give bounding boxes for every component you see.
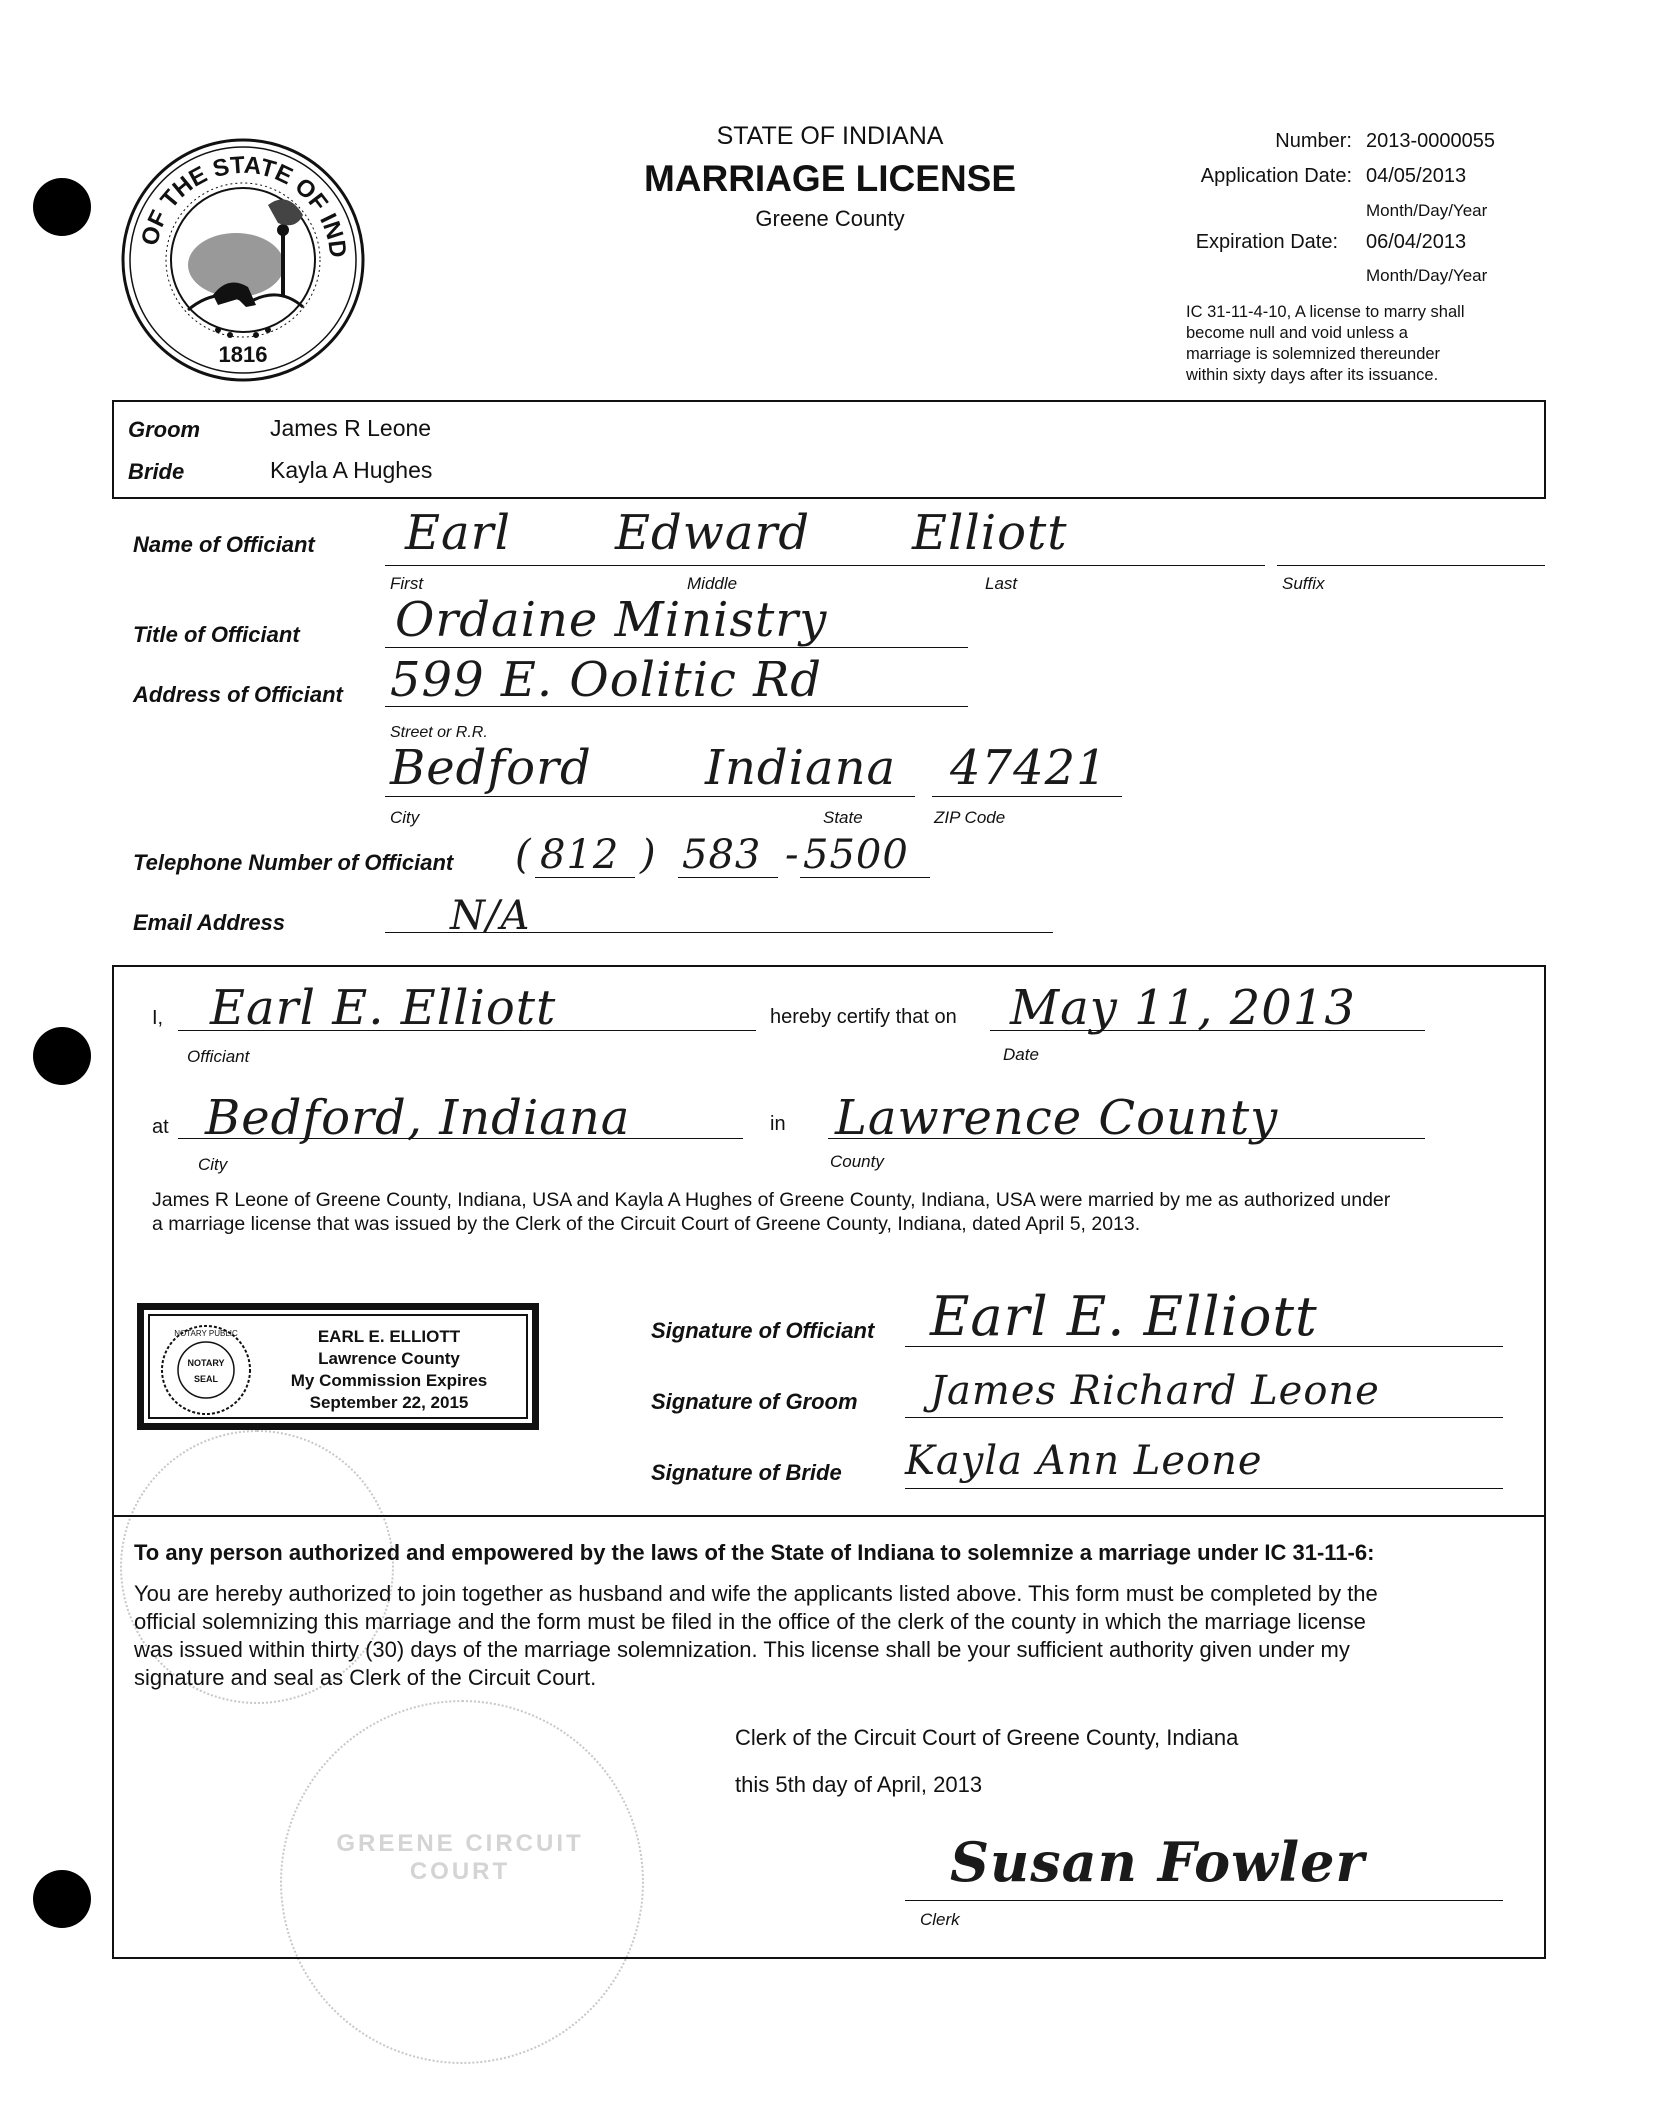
first-caption: First bbox=[390, 574, 424, 593]
authorization-heading: To any person authorized and empowered by the laws of the State of Indiana to solemnize a marriage under IC 31-11-6: bbox=[134, 1540, 1375, 1565]
certify-county: Lawrence County bbox=[835, 1090, 1279, 1146]
svg-text:1816: 1816 bbox=[218, 342, 268, 367]
certify-at-label: at bbox=[152, 1116, 169, 1138]
phone-open-paren: ( bbox=[515, 832, 532, 878]
notary-expiry-date: September 22, 2015 bbox=[309, 1393, 469, 1412]
issue-day: this 5th day of April, 2013 bbox=[735, 1772, 983, 1797]
certify-date: May 11, 2013 bbox=[1010, 980, 1356, 1036]
certify-i-label: I, bbox=[152, 1007, 164, 1029]
officiant-zip: 47421 bbox=[950, 740, 1108, 796]
application-date-format: Month/Day/Year bbox=[1366, 201, 1488, 220]
authorization-line: signature and seal as Clerk of the Circuit Court. bbox=[134, 1665, 597, 1690]
certify-county-caption: County bbox=[830, 1152, 884, 1171]
authorization-text bbox=[134, 1580, 1378, 1692]
statement-line: James R Leone of Greene County, Indiana, USA and Kayla A Hughes of Greene County, Indiana, USA were married by me as authorized under bbox=[152, 1189, 1391, 1211]
svg-text:NOTARY: NOTARY bbox=[187, 1358, 225, 1368]
authorization-line: You are hereby authorized to join together as husband and wife the applicants listed above. This form must be completed by the bbox=[134, 1581, 1378, 1606]
phone-area-code: 812 bbox=[540, 832, 620, 878]
groom-signature-line bbox=[905, 1417, 1503, 1418]
notary-name: EARL E. ELLIOTT bbox=[317, 1327, 461, 1346]
last-caption: Last bbox=[985, 574, 1018, 593]
groom-signature: James Richard Leone bbox=[930, 1368, 1380, 1414]
authorization-line: was issued within thirty (30) days of the marriage solemnization. This license shall be your sufficient authority given under my bbox=[134, 1637, 1350, 1662]
bride-signature-line bbox=[905, 1488, 1503, 1489]
officiant-title: Ordaine Ministry bbox=[395, 592, 828, 648]
phone-close-paren: ) bbox=[640, 832, 657, 878]
officiant-middle-name: Edward bbox=[615, 505, 811, 561]
expiration-date-format: Month/Day/Year bbox=[1366, 266, 1488, 285]
middle-caption: Middle bbox=[687, 574, 738, 593]
city-caption: City bbox=[390, 808, 420, 827]
punch-hole-middle bbox=[33, 1027, 91, 1085]
officiant-signature-line bbox=[905, 1346, 1503, 1347]
notary-commission: My Commission Expires bbox=[290, 1371, 488, 1390]
clerk-office: Clerk of the Circuit Court of Greene County, Indiana bbox=[735, 1725, 1239, 1750]
certify-city: Bedford, Indiana bbox=[205, 1090, 631, 1146]
certify-date-line bbox=[990, 1030, 1425, 1031]
officiant-phone-label: Telephone Number of Officiant bbox=[133, 850, 454, 875]
certify-city-caption: City bbox=[198, 1155, 228, 1174]
email-line bbox=[385, 932, 1053, 933]
notary-stamp bbox=[137, 1303, 539, 1430]
email-value: N/A bbox=[450, 893, 531, 939]
suffix-caption: Suffix bbox=[1282, 574, 1325, 593]
suffix-line bbox=[1277, 565, 1545, 566]
officiant-street: 599 E. Oolitic Rd bbox=[390, 652, 823, 708]
groom-name: James R Leone bbox=[270, 415, 432, 441]
page-title: MARRIAGE LICENSE bbox=[643, 158, 1017, 199]
expiration-date: 06/04/2013 bbox=[1366, 231, 1467, 253]
application-date: 04/05/2013 bbox=[1366, 165, 1467, 187]
officiant-city-line bbox=[385, 796, 915, 797]
statute-line: marriage is solemnized thereunder bbox=[1186, 345, 1441, 363]
phone-area-line bbox=[535, 877, 635, 878]
notary-seal-icon bbox=[158, 1322, 254, 1418]
bride-name: Kayla A Hughes bbox=[270, 457, 433, 483]
groom-label: Groom bbox=[128, 417, 201, 442]
certification-box bbox=[112, 965, 1546, 1517]
officiant-name-line bbox=[385, 565, 1265, 566]
officiant-signature: Earl E. Elliott bbox=[930, 1285, 1318, 1348]
certify-officiant-name: Earl E. Elliott bbox=[210, 980, 557, 1036]
authorization-line: official solemnizing this marriage and the form must be filed in the office of the clerk of the county in which the marriage license bbox=[134, 1609, 1366, 1634]
certify-city-line bbox=[178, 1138, 743, 1139]
certify-officiant-line bbox=[178, 1030, 756, 1031]
phone-number-line bbox=[800, 877, 930, 878]
clerk-signature-line bbox=[905, 1900, 1503, 1901]
phone-prefix-line bbox=[678, 877, 778, 878]
application-date-label: Application Date: bbox=[1200, 165, 1352, 187]
statute-line: within sixty days after its issuance. bbox=[1186, 366, 1439, 384]
clerk-signature: Susan Fowler bbox=[950, 1830, 1365, 1894]
clerk-caption: Clerk bbox=[920, 1910, 960, 1929]
officiant-address-label: Address of Officiant bbox=[133, 682, 343, 707]
svg-text:NOTARY PUBLIC: NOTARY PUBLIC bbox=[174, 1329, 238, 1338]
punch-hole-top bbox=[33, 178, 91, 236]
state-caption: State bbox=[823, 808, 863, 827]
embossed-court-seal-text: GREENE CIRCUIT COURT bbox=[336, 1830, 584, 1885]
svg-text:SEAL OF THE STATE OF INDIANA: OF THE STATE OF IND bbox=[136, 151, 352, 260]
expiration-date-label: Expiration Date: bbox=[1195, 231, 1338, 253]
email-label: Email Address bbox=[133, 910, 286, 935]
certify-date-caption: Date bbox=[1003, 1045, 1039, 1064]
phone-prefix: 583 bbox=[682, 832, 762, 878]
officiant-title-label: Title of Officiant bbox=[133, 622, 300, 647]
officiant-first-name: Earl bbox=[405, 505, 511, 561]
officiant-city: Bedford bbox=[390, 740, 592, 796]
certify-statement: hereby certify that on bbox=[770, 1006, 957, 1028]
bride-signature: Kayla Ann Leone bbox=[905, 1438, 1263, 1484]
number-label: Number: bbox=[1275, 130, 1352, 152]
phone-dash: - bbox=[785, 832, 800, 878]
zip-caption: ZIP Code bbox=[934, 808, 1006, 827]
statement-line: a marriage license that was issued by the Clerk of the Circuit Court of Greene County, Indiana, dated April 5, 2013. bbox=[152, 1213, 1141, 1235]
bride-signature-label: Signature of Bride bbox=[651, 1460, 842, 1485]
officiant-state: Indiana bbox=[705, 740, 897, 796]
officiant-street-line bbox=[385, 706, 968, 707]
officiant-last-name: Elliott bbox=[912, 505, 1068, 561]
county-heading: Greene County bbox=[755, 206, 905, 231]
statute-line: become null and void unless a bbox=[1186, 324, 1408, 342]
groom-signature-label: Signature of Groom bbox=[651, 1389, 858, 1414]
phone-line-number: 5500 bbox=[803, 832, 909, 878]
officiant-title-line bbox=[385, 647, 968, 648]
officiant-name-label: Name of Officiant bbox=[133, 532, 315, 557]
statute-line: IC 31-11-4-10, A license to marry shall bbox=[1186, 303, 1465, 321]
license-number: 2013-0000055 bbox=[1366, 130, 1496, 152]
officiant-zip-line bbox=[932, 796, 1122, 797]
bride-label: Bride bbox=[128, 459, 185, 484]
marriage-statement bbox=[152, 1188, 1390, 1236]
street-caption: Street or R.R. bbox=[390, 724, 488, 741]
indiana-state-seal bbox=[118, 135, 368, 385]
statute-note bbox=[1186, 302, 1465, 386]
certify-in-label: in bbox=[770, 1113, 786, 1135]
notary-county: Lawrence County bbox=[318, 1349, 460, 1368]
certify-officiant-caption: Officiant bbox=[187, 1047, 250, 1066]
state-heading: STATE OF INDIANA bbox=[716, 122, 944, 150]
punch-hole-bottom bbox=[33, 1870, 91, 1928]
svg-text:SEAL: SEAL bbox=[193, 1374, 219, 1384]
officiant-signature-label: Signature of Officiant bbox=[651, 1318, 875, 1343]
certify-county-line bbox=[828, 1138, 1425, 1139]
